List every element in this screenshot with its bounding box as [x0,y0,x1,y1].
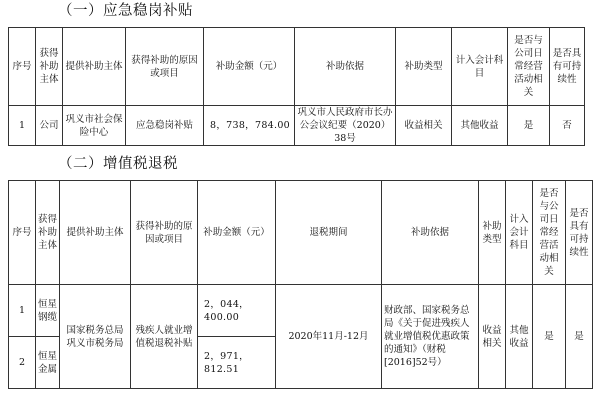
header-account: 计入会计科目 [452,28,508,106]
header-related: 是否与公司日常经营活动相关 [508,28,550,106]
header-amount: 补助金额（元） [204,28,295,106]
table-header-row [9,28,585,106]
header-basis: 补助依据 [295,28,396,106]
cell-amount: 2，044，400.00 [198,285,276,337]
header-account: 计入会计科目 [506,181,533,285]
cell-type: 收益相关 [479,285,506,389]
cell-account: 其他收益 [506,285,533,389]
header-subject: 获得补助主体 [36,181,60,285]
header-amount: 补助金额（元） [198,181,276,285]
header-seq: 序号 [9,181,36,285]
header-subject: 获得补助主体 [36,28,63,106]
cell-account: 其他收益 [452,106,508,146]
header-reason: 获得补助的原因或项目 [126,28,204,106]
header-provider: 提供补助主体 [60,181,131,285]
cell-basis: 巩义市人民政府市长办公会议纪要（2020）38号 [295,106,396,146]
cell-seq: 1 [9,285,36,337]
cell-subject: 恒星钢缆 [36,285,60,337]
header-basis: 补助依据 [382,181,479,285]
cell-sustain: 否 [550,106,585,146]
cell-related: 是 [508,106,550,146]
cell-basis: 财政部、国家税务总局《关于促进残疾人就业增值税优惠政策的通知》（财税[2016]52号） [382,285,479,389]
cell-reason: 残疾人就业增值税退税补贴 [131,285,198,389]
cell-sustain: 是 [566,285,593,389]
header-seq: 序号 [9,28,36,106]
header-provider: 提供补助主体 [63,28,126,106]
cell-type: 收益相关 [396,106,452,146]
cell-subject: 恒星金属 [36,337,60,389]
cell-seq: 2 [9,337,36,389]
section-title-subsidy: （一）应急稳岗补贴 [58,3,193,19]
header-period: 退税期间 [276,181,382,285]
cell-provider: 国家税务总局巩义市税务局 [60,285,131,389]
subsidy-table [8,27,585,146]
table-row [9,285,593,337]
cell-amount: 8，738，784.00 [204,106,295,146]
header-related: 是否与公司日常经营活动相关 [533,181,566,285]
cell-period: 2020年11月-12月 [276,285,382,389]
table-row [9,106,585,146]
cell-amount: 2，971，812.51 [198,337,276,389]
cell-subject: 公司 [36,106,63,146]
header-sustain: 是否具有可持续性 [550,28,585,106]
cell-related: 是 [533,285,566,389]
section-title-vat-refund: （二）增值税退税 [58,156,178,172]
vat-refund-table [8,180,593,389]
header-type: 补助类型 [396,28,452,106]
cell-provider: 巩义市社会保险中心 [63,106,126,146]
cell-seq: 1 [9,106,36,146]
header-type: 补助类型 [479,181,506,285]
cell-reason: 应急稳岗补贴 [126,106,204,146]
header-sustain: 是否具有可持续性 [566,181,593,285]
header-reason: 获得补助的原因或项目 [131,181,198,285]
table-header-row [9,181,593,285]
